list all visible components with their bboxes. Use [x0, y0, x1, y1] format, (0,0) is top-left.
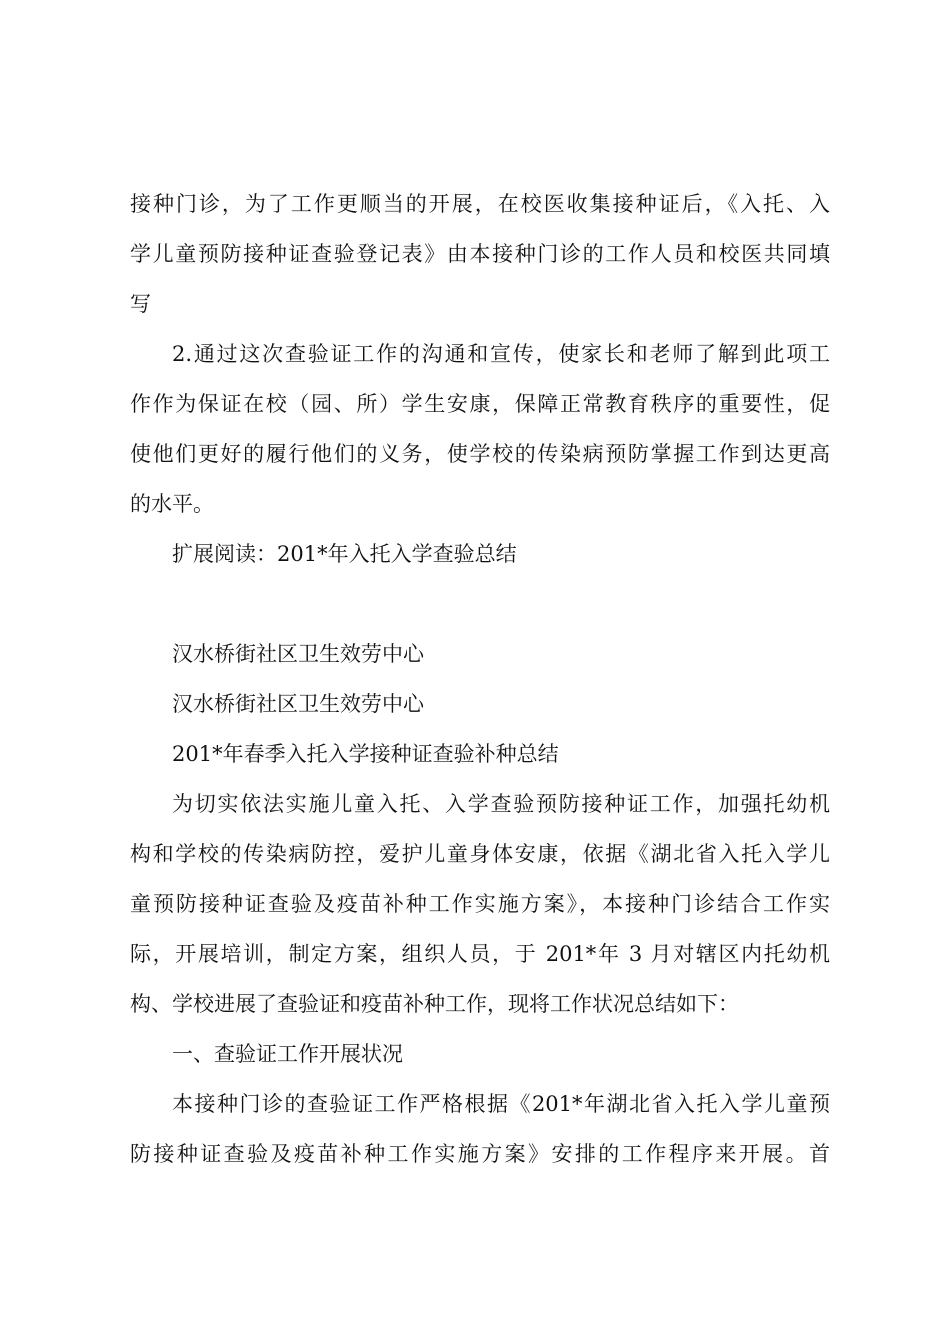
- organization-name: 汉水桥街社区卫生效劳中心: [172, 692, 424, 716]
- paragraph-line: 防接种证查验及疫苗补种工作实施方案》安排的工作程序来开展。首: [130, 1142, 830, 1166]
- paragraph-line: 际，开展培训，制定方案，组织人员，于 201*年 3 月对辖区内托幼机: [130, 942, 830, 966]
- paragraph-line: 作作为保证在校（园、所）学生安康，保障正常教育秩序的重要性，促: [130, 392, 830, 416]
- paragraph-line: 的水平。: [130, 492, 214, 516]
- paragraph-line: 构和学校的传染病防控，爱护儿童身体安康，依据《湖北省入托入学儿: [130, 842, 830, 866]
- organization-name: 汉水桥街社区卫生效劳中心: [172, 642, 424, 666]
- paragraph-line: 学儿童预防接种证查验登记表》由本接种门诊的工作人员和校医共同填: [130, 242, 830, 266]
- document-title: 201*年春季入托入学接种证查验补种总结: [172, 742, 559, 766]
- paragraph-line: 接种门诊，为了工作更顺当的开展，在校医收集接种证后，《入托、入: [130, 192, 830, 216]
- paragraph-line: 构、学校进展了查验证和疫苗补种工作，现将工作状况总结如下：: [130, 992, 739, 1016]
- paragraph-line: 为切实依法实施儿童入托、入学查验预防接种证工作，加强托幼机: [172, 792, 830, 816]
- paragraph-line: 写: [130, 292, 151, 316]
- paragraph-line: 本接种门诊的查验证工作严格根据《201*年湖北省入托入学儿童预: [172, 1092, 830, 1116]
- paragraph-line: 2.通过这次查验证工作的沟通和宣传，使家长和老师了解到此项工: [172, 342, 830, 366]
- section-heading: 扩展阅读：201*年入托入学查验总结: [172, 542, 517, 566]
- paragraph-line: 童预防接种证查验及疫苗补种工作实施方案》，本接种门诊结合工作实: [130, 892, 830, 916]
- section-heading: 一、查验证工作开展状况: [172, 1042, 403, 1066]
- paragraph-line: 使他们更好的履行他们的义务，使学校的传染病预防掌握工作到达更高: [130, 442, 830, 466]
